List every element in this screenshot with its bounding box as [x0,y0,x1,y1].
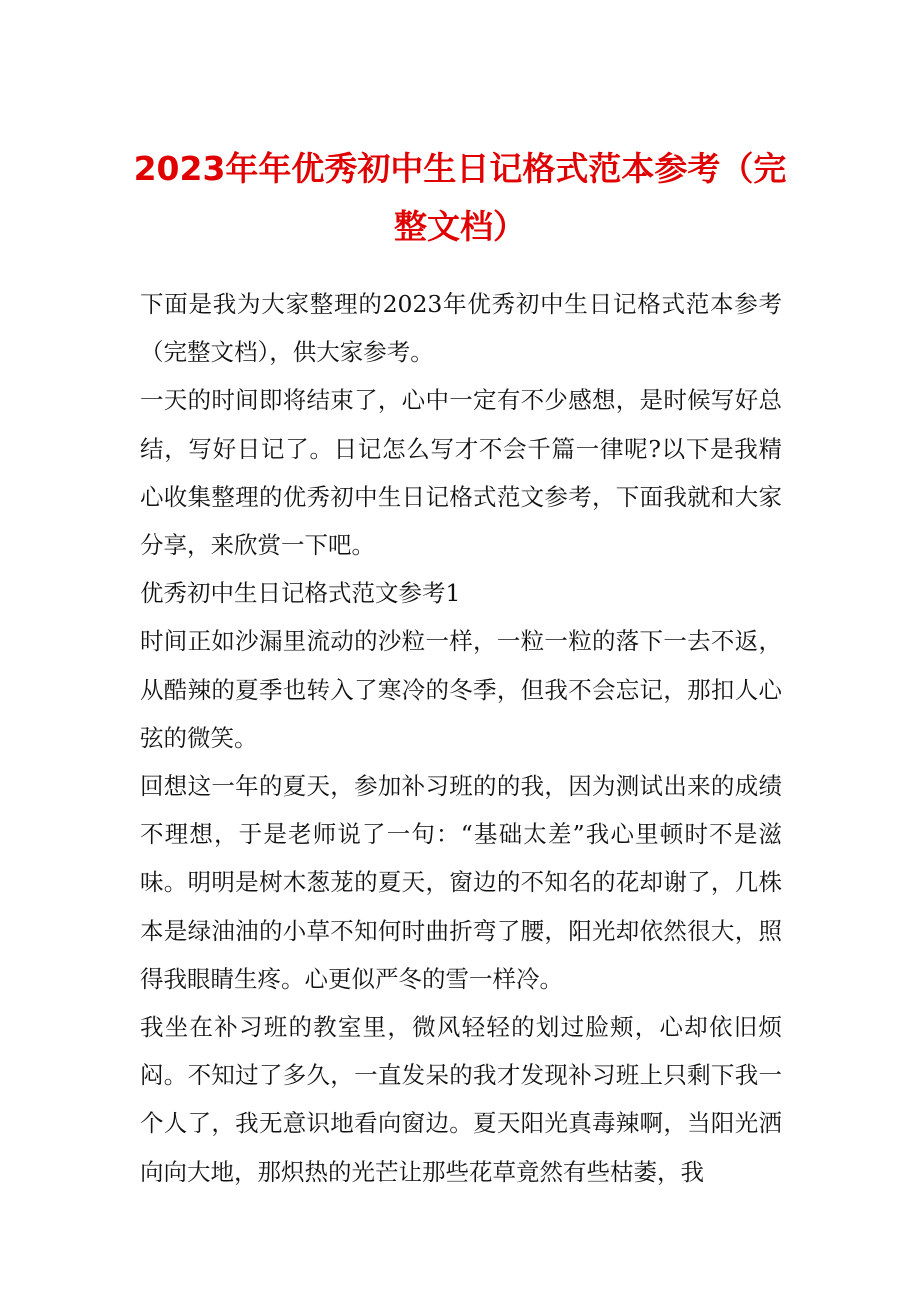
paragraph-intro: 下面是我为大家整理的2023年优秀初中生日记格式范本参考（完整文档），供大家参考。 [140,290,782,367]
section-heading: 优秀初中生日记格式范文参考1 [140,579,461,608]
paragraph-summer: 回想这一年的夏天，参加补习班的的我，因为测试出来的成绩不理想，于是老师说了一句：“基础太差”我心里顿时不是滋味。明明是树木葱茏的夏天，窗边的不知名的花却谢了，几株本是绿油油的小草不知何时曲折弯了腰，阳光却依然很大，照得我眼睛生疼。心更似严冬的雪一样冷。 [140,772,782,993]
document-body [140,280,782,1196]
paragraph-summary: 一天的时间即将结束了，心中一定有不少感想，是时候写好总结，写好日记了。日记怎么写才不会千篇一律呢?以下是我精心收集整理的优秀初中生日记格式范文参考，下面我就和大家分享，来欣赏一下吧。 [140,386,782,560]
paragraph-time: 时间正如沙漏里流动的沙粒一样，一粒一粒的落下一去不返，从酷辣的夏季也转入了寒冷的冬季，但我不会忘记，那扣人心弦的微笑。 [140,627,782,752]
document-title: 2023年年优秀初中生日记格式范本参考（完整文档） [133,149,787,246]
paragraph-classroom: 我坐在补习班的教室里，微风轻轻的划过脸颊，心却依旧烦闷。不知过了多久，一直发呆的我才发现补习班上只剩下我一个人了，我无意识地看向窗边。夏天阳光真毒辣啊，当阳光洒向向大地，那炽热的光芒让那些花草竟然有些枯萎，我 [140,1013,782,1186]
